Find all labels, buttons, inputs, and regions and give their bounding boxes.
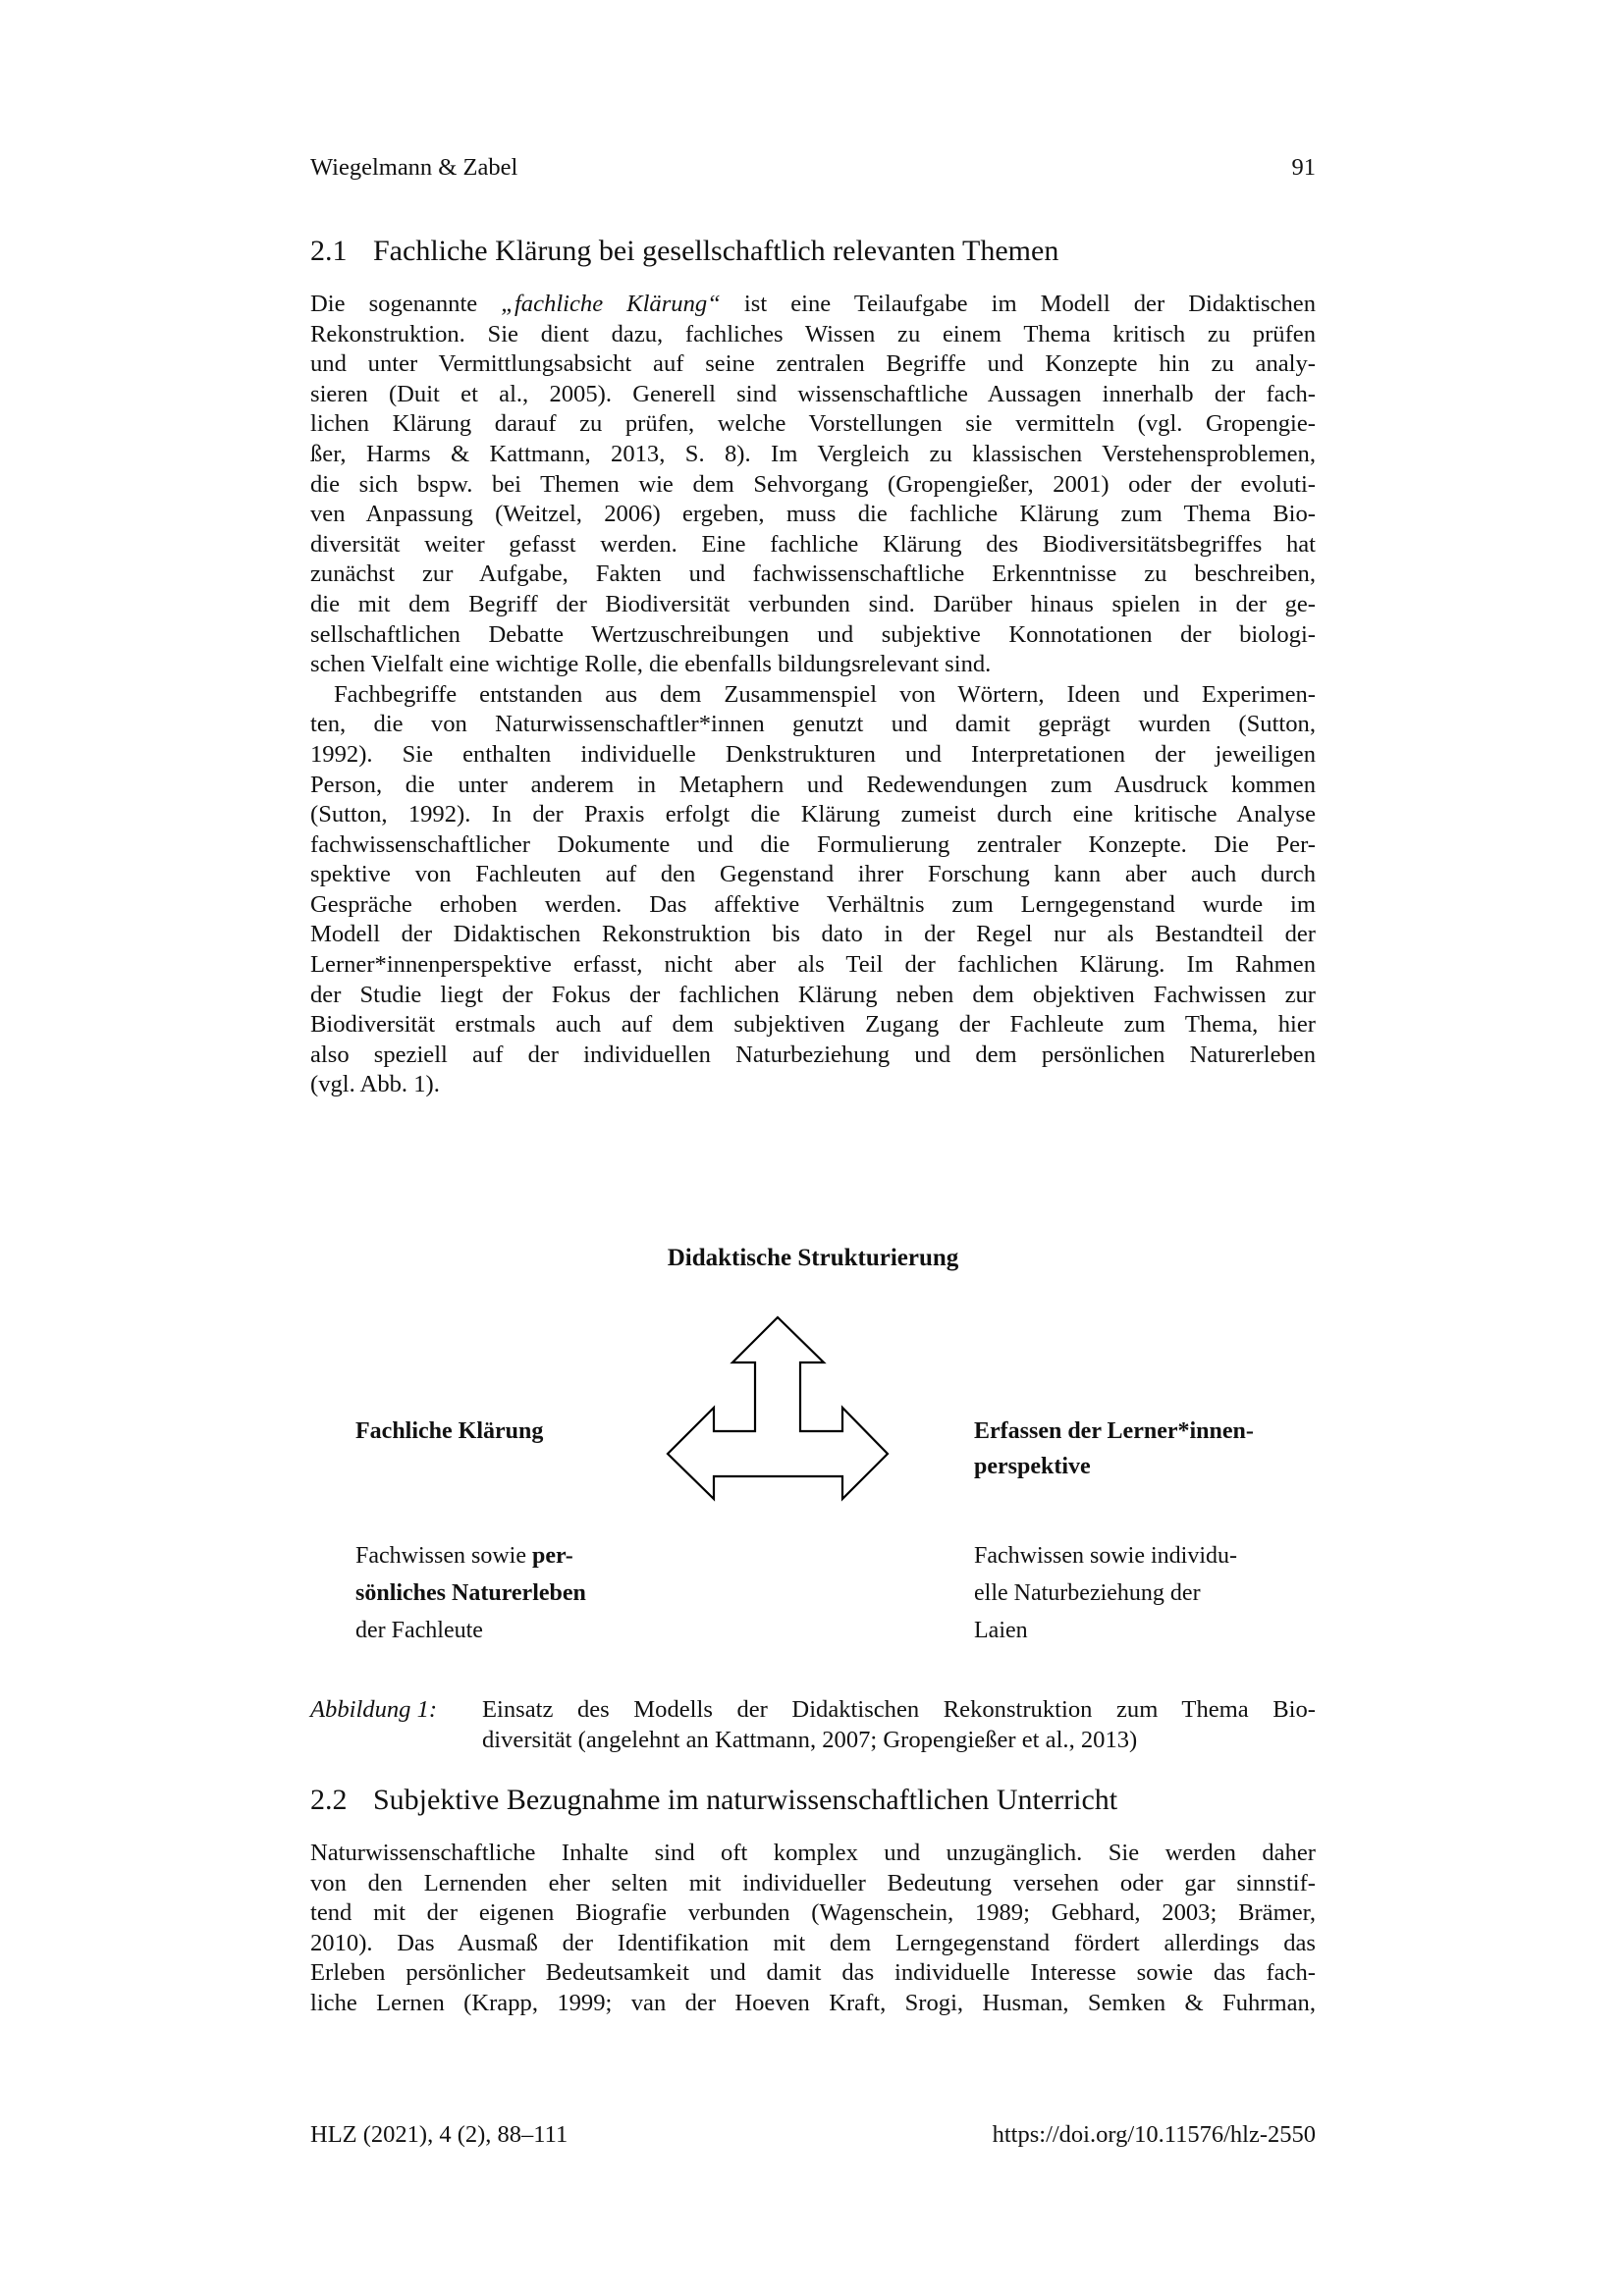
text-line: lichen Klärung darauf zu prüfen, welche Vorstellungen sie vermitteln (vgl. Gropengie- <box>310 410 1316 438</box>
three-way-arrow-icon <box>658 1306 903 1522</box>
running-head <box>310 153 1316 183</box>
caption-text: Einsatz des Modells der Didaktischen Rekonstruktion zum Thema Bio- diversität (angelehnt an Kattmann, 2007; Gropengießer et al., 2013) <box>482 1696 1316 1753</box>
text-line: (Sutton, 1992). In der Praxis erfolgt die Klärung zumeist durch eine kritische Analyse <box>310 801 1316 828</box>
paragraph-1 <box>310 1839 1316 2019</box>
text-line: (vgl. Abb. 1). <box>310 1071 440 1098</box>
figure-right-body: Fachwissen sowie individu- elle Naturbeziehung der Laien <box>974 1543 1237 1643</box>
italic-term: „fachliche Klärung“ <box>501 291 721 317</box>
text-line: tend mit der eigenen Biografie verbunden (Wagenschein, 1989; Gebhard, 2003; Brämer, <box>310 1899 1316 1927</box>
running-head-authors: Wiegelmann & Zabel <box>310 154 518 181</box>
text-line: ven Anpassung (Weitzel, 2006) ergeben, muss die fachliche Klärung zum Thema Bio- <box>310 501 1316 528</box>
section-2-1-body <box>310 290 1316 1100</box>
figure-right-heading: Erfassen der Lerner*innen- perspektive <box>974 1418 1254 1479</box>
doi-link[interactable]: https://doi.org/10.11576/hlz-2550 <box>992 2121 1316 2148</box>
text-line: liche Lernen (Krapp, 1999; van der Hoeven Kraft, Srogi, Husman, Semken & Fuhrman, <box>310 1989 1316 2016</box>
text-line: Gespräche erhoben werden. Das affektive Verhältnis zum Lerngegenstand wurde im <box>310 890 1316 918</box>
text-line: von den Lernenden eher selten mit individueller Bedeutung versehen oder gar sinnstif- <box>310 1869 1316 1896</box>
section-heading-2-2 <box>310 1783 1117 1818</box>
text-line: Biodiversität erstmals auch auf dem subjektiven Zugang der Fachleute zum Thema, hier <box>310 1011 1316 1039</box>
page-number: 91 <box>1291 154 1316 181</box>
text-line: also speziell auf der individuellen Naturbeziehung und dem persönlichen Naturerleben <box>310 1041 1316 1068</box>
paragraph-1 <box>310 290 1316 680</box>
journal-citation: HLZ (2021), 4 (2), 88–111 <box>310 2121 568 2148</box>
figure-top-label: Didaktische Strukturierung <box>667 1245 959 1271</box>
text-line: zunächst zur Aufgabe, Fakten und fachwissenschaftliche Erkenntnisse zu beschreiben, <box>310 561 1316 588</box>
text-line: Person, die unter anderem in Metaphern und Redewendungen zum Ausdruck kommen <box>310 771 1316 798</box>
text-line: die mit dem Begriff der Biodiversität verbunden sind. Darüber hinaus spielen in der ge- <box>310 590 1316 617</box>
text-line: diversität weiter gefasst werden. Eine fachliche Klärung des Biodiversitätsbegriffes hat <box>310 530 1316 558</box>
text-line: sellschaftlichen Debatte Wertzuschreibungen und subjektive Konnotationen der biologi- <box>310 620 1316 648</box>
text-line: Rekonstruktion. Sie dient dazu, fachliches Wissen zu einem Thema kritisch zu prüfen <box>310 320 1316 347</box>
section-number: 2.1 <box>310 235 348 267</box>
text-line: spektive von Fachleuten auf den Gegenstand ihrer Forschung kann aber auch durch <box>310 861 1316 888</box>
text-line: 1992). Sie enthalten individuelle Denkstrukturen und Interpretationen der jeweiligen <box>310 740 1316 768</box>
text-line: ßer, Harms & Kattmann, 2013, S. 8). Im Vergleich zu klassischen Verstehensproblemen, <box>310 440 1316 467</box>
text-line: der Studie liegt der Fokus der fachlichen Klärung neben dem objektiven Fachwissen zur <box>310 981 1316 1008</box>
section-2-2-body <box>310 1839 1316 2019</box>
text-line: Die sogenannte „fachliche Klärung“ ist eine Teilaufgabe im Modell der Didaktischen <box>310 291 1316 317</box>
section-number: 2.2 <box>310 1784 348 1816</box>
text-line: Fachbegriffe entstanden aus dem Zusammenspiel von Wörtern, Ideen und Experimen- <box>334 680 1316 708</box>
figure-caption <box>310 1694 1316 1755</box>
text-line: fachwissenschaftlicher Dokumente und die Formulierung zentraler Konzepte. Die Per- <box>310 830 1316 858</box>
text-line: sieren (Duit et al., 2005). Generell sind wissenschaftliche Aussagen innerhalb der fach- <box>310 380 1316 407</box>
section-heading-2-1 <box>310 234 1058 269</box>
text-line: Modell der Didaktischen Rekonstruktion bis dato in der Regel nur als Bestandteil der <box>310 921 1316 948</box>
section-title: Subjektive Bezugnahme im naturwissenschaftlichen Unterricht <box>373 1784 1118 1816</box>
text-line: und unter Vermittlungsabsicht auf seine zentralen Begriffe und Konzepte hin zu analy- <box>310 350 1316 378</box>
text-line: Erleben persönlicher Bedeutsamkeit und damit das individuelle Interesse sowie das fach- <box>310 1959 1316 1987</box>
figure-left-body: Fachwissen sowie per- sönliches Naturerleben der Fachleute <box>355 1543 586 1643</box>
text-line: schen Vielfalt eine wichtige Rolle, die ebenfalls bildungsrelevant sind. <box>310 651 992 678</box>
text-line: die sich bspw. bei Themen wie dem Sehvorgang (Gropengießer, 2001) oder der evoluti- <box>310 470 1316 498</box>
page-footer <box>310 2120 1316 2150</box>
text-line: 2010). Das Ausmaß der Identifikation mit dem Lerngegenstand fördert allerdings das <box>310 1929 1316 1956</box>
section-title: Fachliche Klärung bei gesellschaftlich relevanten Themen <box>373 235 1059 267</box>
text-line: ten, die von Naturwissenschaftler*innen genutzt und damit geprägt wurden (Sutton, <box>310 711 1316 738</box>
caption-label: Abbildung 1: <box>310 1696 438 1723</box>
text-line: Lerner*innenperspektive erfasst, nicht aber als Teil der fachlichen Klärung. Im Rahmen <box>310 951 1316 979</box>
text-line: Naturwissenschaftliche Inhalte sind oft komplex und unzugänglich. Sie werden daher <box>310 1840 1316 1866</box>
figure-left-heading: Fachliche Klärung <box>355 1418 544 1444</box>
paragraph-2 <box>310 680 1316 1100</box>
